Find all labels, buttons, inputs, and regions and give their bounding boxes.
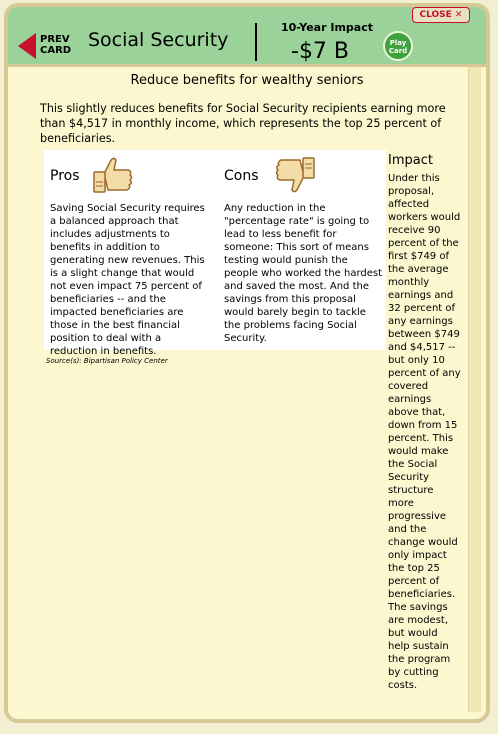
prev-card-label — [40, 34, 71, 56]
pros-cons-panel — [44, 150, 386, 357]
card-header — [8, 7, 486, 67]
pros-title: Pros — [50, 168, 80, 184]
play-card-button[interactable] — [383, 31, 413, 61]
impact-panel — [388, 153, 462, 692]
proposal-heading: Reduce benefits for wealthy seniors — [130, 73, 364, 88]
source-note: Source(s): Bipartisan Policy Center — [46, 357, 168, 365]
play-label-line2: Card — [388, 47, 408, 55]
impact-title: Impact — [388, 153, 433, 168]
impact-body: Under this proposal, affected workers would receive 90 percent of the first $749 of the average monthly earnings and 32 percent of any earnings between $749 and $4,517 -- but only 10 percent of any covered earnings above that, down from 15 percent. This would make the Social Security structure more progressive and the change would only impact the top 25 percent of beneficiaries. The savings are modest, but would help sustain the program by cutting costs. — [388, 173, 461, 691]
cons-title: Cons — [224, 168, 259, 184]
arrow-left-icon — [18, 33, 36, 59]
play-label-line1: Play — [389, 39, 407, 47]
prev-label-line2: CARD — [40, 45, 72, 56]
prev-label-line1: PREV — [40, 34, 70, 45]
scrollbar[interactable] — [468, 67, 481, 712]
impact-label: 10-Year Impact — [281, 21, 373, 34]
budget-card — [4, 3, 490, 723]
prev-card-button[interactable] — [18, 30, 76, 66]
pros-body: Saving Social Security requires a balanced approach that includes adjustments to benefits in addition to generating new revenues. This is a slight change that would not even impact 75 percent of beneficiaries -- and the impacted beneficiaries are those in the best financial position to deal with a reduction in benefits. — [50, 203, 205, 357]
thumbs-up-icon — [90, 152, 138, 198]
thumbs-down-icon — [270, 152, 318, 198]
card-title: Social Security — [88, 29, 229, 51]
proposal-summary: This slightly reduces benefits for Social Security recipients earning more than $4,517 in monthly income, which represents the top 25 percent of beneficiaries. — [40, 102, 446, 145]
cons-body: Any reduction in the "percentage rate" is going to lead to less benefit for someone: This sort of means testing would punish the people who worked the hardest and saved the most. And the savings from this proposal would barely begin to tackle the problems facing Social Security. — [224, 203, 383, 344]
header-divider — [255, 23, 257, 61]
close-button[interactable]: CLOSE ✕ — [412, 7, 470, 23]
impact-value: -$7 B — [291, 39, 350, 64]
